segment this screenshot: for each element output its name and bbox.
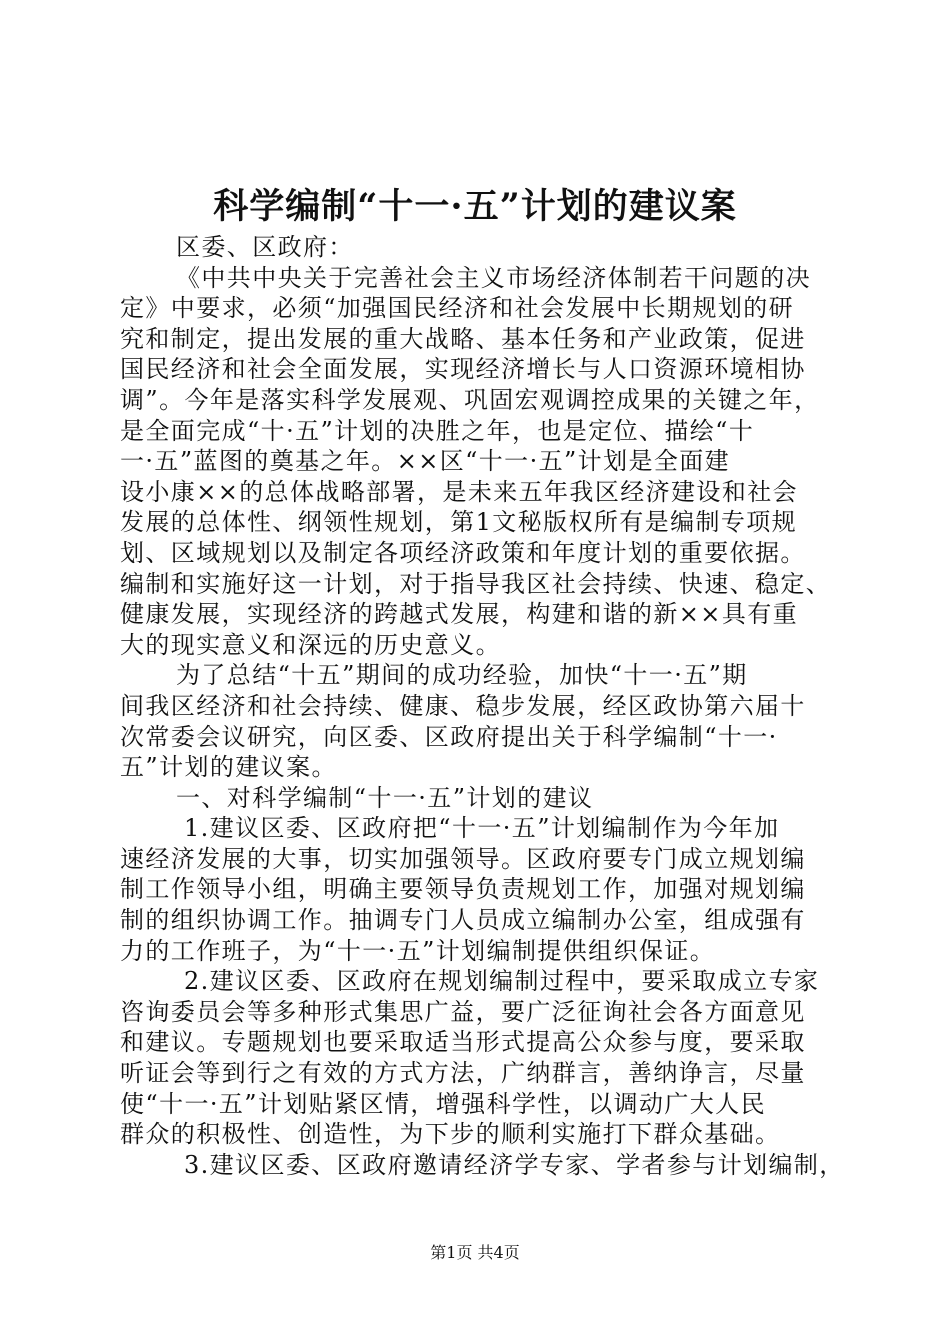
paragraph-line: 制工作领导小组，明确主要领导负责规划工作，加强对规划编 xyxy=(120,875,806,904)
paragraph-line: 群众的积极性、创造性，为下步的顺利实施打下群众基础。 xyxy=(120,1120,781,1149)
paragraph-line: 制的组织协调工作。抽调专门人员成立编制办公室，组成强有 xyxy=(120,906,806,935)
paragraph-line: 为了总结“十五”期间的成功经验，加快“十一·五”期 xyxy=(176,661,748,690)
paragraph-line: 咨询委员会等多种形式集思广益，要广泛征询社会各方面意见 xyxy=(120,997,806,1026)
paragraph-line: 一·五”蓝图的奠基之年。××区“十一·五”计划是全面建 xyxy=(120,447,731,476)
paragraph-line: 设小康××的总体战略部署，是未来五年我区经济建设和社会 xyxy=(120,477,799,506)
paragraph-line: 速经济发展的大事，切实加强领导。区政府要专门成立规划编 xyxy=(120,844,806,873)
paragraph-line: 间我区经济和社会持续、健康、稳步发展，经区政协第六届十 xyxy=(120,691,806,720)
paragraph-line: 定》中要求，必须“加强国民经济和社会发展中长期规划的研 xyxy=(120,294,795,323)
page-footer: 第1页 共4页 xyxy=(430,1243,520,1262)
paragraph-line: 究和制定，提出发展的重大战略、基本任务和产业政策，促进 xyxy=(120,324,806,353)
paragraph-line: 划、区域规划以及制定各项经济政策和年度计划的重要依据。 xyxy=(120,538,806,567)
salutation-line: 区委、区政府： xyxy=(176,233,354,261)
paragraph-line: 发展的总体性、纲领性规划，第1文秘版权所有是编制专项规 xyxy=(120,508,798,537)
paragraph-line: 《中共中央关于完善社会主义市场经济体制若干问题的决 xyxy=(176,263,811,292)
paragraph-line: 力的工作班子，为“十一·五”计划编制提供组织保证。 xyxy=(120,936,716,965)
paragraph-line: 大的现实意义和深远的历史意义。 xyxy=(120,630,501,659)
paragraph-line: 编制和实施好这一计划，对于指导我区社会持续、快速、稳定、 xyxy=(120,569,832,598)
paragraph-line: 国民经济和社会全面发展，实现经济增长与人口资源环境相协 xyxy=(120,355,806,384)
paragraph-line: 次常委会议研究，向区委、区政府提出关于科学编制“十一· xyxy=(120,722,778,751)
paragraph-line: 2.建议区委、区政府在规划编制过程中，要采取成立专家 xyxy=(184,967,820,996)
section-heading: 一、对科学编制“十一·五”计划的建议 xyxy=(176,783,594,812)
paragraph-line: 五”计划的建议案。 xyxy=(120,753,337,782)
paragraph-line: 是全面完成“十·五”计划的决胜之年，也是定位、描绘“十 xyxy=(120,416,755,445)
paragraph-line: 和建议。专题规划也要采取适当形式提高公众参与度，要采取 xyxy=(120,1028,806,1057)
document-title: 科学编制“十一·五”计划的建议案 xyxy=(213,186,737,227)
paragraph-line: 3.建议区委、区政府邀请经济学专家、学者参与计划编制， xyxy=(184,1150,845,1179)
paragraph-line: 健康发展，实现经济的跨越式发展，构建和谐的新××具有重 xyxy=(120,600,799,629)
paragraph-line: 调”。今年是落实科学发展观、巩固宏观调控成果的关键之年， xyxy=(120,385,820,414)
paragraph-line: 听证会等到行之有效的方式方法，广纳群言，善纳诤言，尽量 xyxy=(120,1059,806,1088)
document-body xyxy=(120,232,845,1180)
paragraph-line: 1.建议区委、区政府把“十一·五”计划编制作为今年加 xyxy=(184,814,780,843)
paragraph-line: 使“十一·五”计划贴紧区情，增强科学性，以调动广大人民 xyxy=(120,1089,766,1118)
